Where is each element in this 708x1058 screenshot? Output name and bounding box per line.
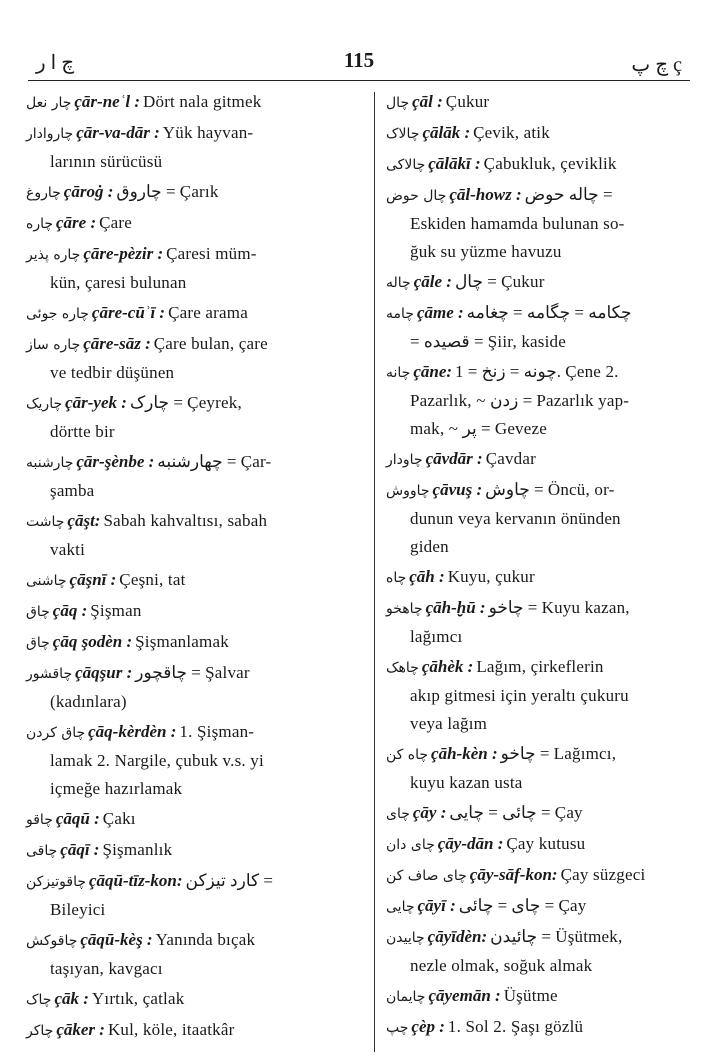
dictionary-entry — [26, 119, 370, 176]
transliteration: çāy : — [412, 803, 447, 822]
dictionary-entry — [26, 1016, 370, 1045]
transliteration: çār-şènbe : — [76, 452, 155, 471]
dictionary-entry — [26, 718, 370, 803]
entry-first-line — [386, 476, 688, 505]
transliteration: çāre-cūʾī : — [91, 303, 166, 322]
entry-first-line — [386, 563, 688, 592]
entry-first-line — [386, 268, 688, 297]
entry-first-line — [386, 88, 688, 117]
definition-text: Şişmanlamak — [135, 632, 229, 651]
definition-text: Çavdar — [485, 449, 536, 468]
definition-text: چارک = Çeyrek, — [129, 393, 242, 412]
dictionary-entry — [386, 181, 688, 266]
transliteration: çār-yek : — [65, 393, 127, 412]
definition-text: Çabukluk, çeviklik — [483, 154, 617, 173]
entry-first-line — [386, 799, 688, 828]
arabic-headword: چاقشور — [26, 666, 73, 682]
arabic-headword: چاشنی — [26, 573, 67, 589]
definition-continuation: Eskiden hamamda bulunan so- — [410, 214, 625, 233]
arabic-headword: چاق — [26, 604, 50, 620]
entry-first-line — [26, 718, 370, 747]
arabic-headword: چای — [386, 806, 410, 822]
entry-first-line — [26, 805, 370, 834]
transliteration: çāk : — [54, 989, 89, 1008]
definition-text: Yük hayvan- — [162, 123, 254, 142]
entry-first-line — [26, 178, 370, 207]
entry-first-line — [26, 119, 370, 148]
transliteration: çālāk : — [422, 123, 471, 142]
definition-text: چاروق = Çarık — [116, 182, 219, 201]
entry-first-line — [26, 628, 370, 657]
arabic-headword: چاه — [386, 570, 407, 586]
entry-first-line — [26, 88, 370, 117]
dictionary-entry — [386, 982, 688, 1011]
arabic-headword: چارشنبه — [26, 455, 74, 471]
definition-text: چائی = چایی = Çay — [449, 803, 583, 822]
entry-first-line — [386, 445, 688, 474]
arabic-headword: چاره پذیر — [26, 247, 81, 263]
definition-text: Çare bulan, çare — [153, 334, 268, 353]
arabic-headword: چالاکی — [386, 157, 426, 173]
transliteration: çāyemān : — [428, 986, 501, 1005]
transliteration: çāşnī : — [69, 570, 117, 589]
definition-text: چائیدن = Üşütmek, — [490, 927, 623, 946]
running-head-left: چ ا ر — [36, 52, 75, 74]
transliteration: çār-neʿl : — [74, 92, 141, 111]
transliteration: çāl-howz : — [449, 185, 522, 204]
transliteration: çār-va-dār : — [76, 123, 160, 142]
dictionary-entry — [26, 389, 370, 446]
transliteration: çāqū : — [55, 809, 100, 828]
entry-first-line — [386, 923, 688, 952]
transliteration: çāne: — [413, 362, 453, 381]
transliteration: çāre-pèzir : — [83, 244, 164, 263]
transliteration: çāq : — [52, 601, 88, 620]
dictionary-entry — [386, 299, 688, 356]
entry-first-line — [386, 150, 688, 179]
definition-text: Üşütme — [503, 986, 558, 1005]
dictionary-entry — [386, 268, 688, 297]
definition-text: چکامه = چگامه = چغامه — [466, 303, 632, 322]
entry-first-line — [386, 1013, 688, 1042]
definition-text: Çevik, atik — [473, 123, 550, 142]
left-column — [26, 88, 370, 1047]
dictionary-entry — [386, 445, 688, 474]
definition-text: 1. Şişman- — [179, 722, 255, 741]
arabic-headword: چار نعل — [26, 95, 72, 111]
arabic-headword: چاقوکش — [26, 933, 78, 949]
dictionary-entry — [386, 358, 688, 443]
definition-text: Şişman — [90, 601, 142, 620]
transliteration: çāşt: — [67, 511, 101, 530]
dictionary-entry — [386, 892, 688, 921]
page-header — [28, 48, 690, 78]
arabic-headword: چاقوتیزکن — [26, 874, 87, 890]
arabic-headword: چامه — [386, 306, 414, 322]
definition-text: Kuyu, çukur — [447, 567, 535, 586]
entry-first-line — [26, 1016, 370, 1045]
definition-continuation: lamak 2. Nargile, çubuk v.s. yi — [50, 751, 264, 770]
entry-first-line — [386, 653, 688, 682]
entry-first-line — [26, 566, 370, 595]
entry-first-line — [386, 299, 688, 328]
arabic-headword: چال — [386, 95, 410, 111]
transliteration: çāq-kèrdèn : — [88, 722, 177, 741]
transliteration: çèp : — [411, 1017, 445, 1036]
transliteration: çāre-sāz : — [83, 334, 151, 353]
definition-text: Çare arama — [168, 303, 248, 322]
definition-text: Yırtık, çatlak — [91, 989, 185, 1008]
definition-text: Çaresi müm- — [166, 244, 257, 263]
arabic-headword: چاهک — [386, 660, 419, 676]
definition-continuation: taşıyan, kavgacı — [50, 959, 163, 978]
dictionary-entry — [26, 628, 370, 657]
transliteration: çāqşur : — [75, 663, 133, 682]
arabic-headword: چال حوض — [386, 188, 447, 204]
transliteration: çāy-sāf-kon: — [469, 865, 558, 884]
arabic-headword: چاقی — [26, 843, 58, 859]
transliteration: çāhèk : — [421, 657, 474, 676]
definition-text: چاله حوض = — [524, 185, 613, 204]
running-head-right: چ پ ç — [631, 54, 682, 76]
definition-continuation: Bileyici — [50, 900, 106, 919]
definition-text: چهارشنبه = Çar- — [157, 452, 272, 471]
dictionary-entry — [26, 659, 370, 716]
dictionary-entry — [386, 923, 688, 980]
entry-first-line — [386, 982, 688, 1011]
definition-continuation: vakti — [50, 540, 85, 559]
dictionary-entry — [26, 330, 370, 387]
definition-continuation: larının sürücüsü — [50, 152, 163, 171]
definition-text: چال = Çukur — [454, 272, 545, 291]
definition-continuation: kuyu kazan usta — [410, 773, 523, 792]
dictionary-entry — [386, 799, 688, 828]
dictionary-entry — [26, 836, 370, 865]
arabic-headword: چاله — [386, 275, 411, 291]
entry-first-line — [386, 181, 688, 210]
arabic-headword: چاره ساز — [26, 337, 81, 353]
dictionary-entry — [26, 985, 370, 1014]
transliteration: çāqī : — [60, 840, 100, 859]
transliteration: çāqū-kèş : — [80, 930, 153, 949]
arabic-headword: چای صاف کن — [386, 868, 467, 884]
entry-first-line — [26, 659, 370, 688]
arabic-headword: چالاک — [386, 126, 420, 142]
definition-text: Sabah kahvaltısı, sabah — [103, 511, 268, 530]
dictionary-entry — [386, 563, 688, 592]
transliteration: çāvuş : — [432, 480, 483, 499]
definition-continuation: = قصیده = Şiir, kaside — [410, 332, 566, 351]
transliteration: çāyīdèn: — [427, 927, 488, 946]
transliteration: çāqū-tīz-kon: — [89, 871, 183, 890]
definition-text: چاخو = Lağımcı, — [500, 744, 617, 763]
entry-first-line — [26, 867, 370, 896]
entry-first-line — [26, 926, 370, 955]
definition-text: Çay süzgeci — [560, 865, 646, 884]
definition-continuation: ve tedbir düşünen — [50, 363, 175, 382]
dictionary-entry — [26, 178, 370, 207]
definition-continuation: kün, çaresi bulunan — [50, 273, 187, 292]
definition-text: کارد تیزکن = — [185, 871, 273, 890]
definition-text: Çakı — [102, 809, 136, 828]
arabic-headword: چاره جوئی — [26, 306, 89, 322]
dictionary-entry — [386, 476, 688, 561]
definition-text: Şişmanlık — [102, 840, 173, 859]
header-rule — [28, 80, 690, 81]
arabic-headword: چاروغ — [26, 185, 61, 201]
entry-first-line — [26, 448, 370, 477]
transliteration: çāh-ḫū : — [425, 598, 486, 617]
arabic-headword: چاروادار — [26, 126, 74, 142]
definition-continuation: ğuk su yüzme havuzu — [410, 242, 562, 261]
dictionary-entry — [386, 119, 688, 148]
transliteration: çāvdār : — [425, 449, 483, 468]
arabic-headword: چای دان — [386, 837, 435, 853]
transliteration: çāre : — [56, 213, 97, 232]
dictionary-entry — [26, 448, 370, 505]
dictionary-entry — [26, 507, 370, 564]
dictionary-entry — [386, 740, 688, 797]
dictionary-entry — [26, 597, 370, 626]
definition-continuation: akıp gitmesi için yeraltı çukuru — [410, 686, 629, 705]
dictionary-entry — [26, 88, 370, 117]
entry-first-line — [386, 119, 688, 148]
definition-text: 1. Sol 2. Şaşı gözlü — [447, 1017, 584, 1036]
arabic-headword: چاییدن — [386, 930, 425, 946]
definition-continuation: nezle olmak, soğuk almak — [410, 956, 593, 975]
entry-first-line — [26, 507, 370, 536]
arabic-headword: چاودار — [386, 452, 423, 468]
arabic-headword: چانه — [386, 365, 411, 381]
arabic-headword: چاووش — [386, 483, 430, 499]
definition-text: Dört nala gitmek — [143, 92, 262, 111]
dictionary-entry — [26, 805, 370, 834]
arabic-headword: چاق — [26, 635, 50, 651]
definition-continuation: içmeğe hazırlamak — [50, 779, 183, 798]
dictionary-entry — [386, 594, 688, 651]
definition-text: Çay kutusu — [506, 834, 586, 853]
entry-first-line — [26, 836, 370, 865]
dictionary-entry — [386, 861, 688, 890]
entry-first-line — [26, 299, 370, 328]
transliteration: çāyī : — [417, 896, 456, 915]
transliteration: çāh : — [409, 567, 445, 586]
dictionary-entry — [26, 209, 370, 238]
definition-continuation: lağımcı — [410, 627, 463, 646]
definition-text: Çukur — [445, 92, 490, 111]
arabic-headword: چاهخو — [386, 601, 423, 617]
entry-first-line — [386, 740, 688, 769]
entry-first-line — [386, 861, 688, 890]
transliteration: çāroġ : — [63, 182, 114, 201]
column-divider — [374, 92, 375, 1052]
dictionary-entry — [26, 926, 370, 983]
definition-continuation: veya lağım — [410, 714, 488, 733]
definition-continuation: dunun veya kervanın önünden — [410, 509, 621, 528]
dictionary-entry — [386, 653, 688, 738]
definition-text: Yanında bıçak — [155, 930, 256, 949]
definition-continuation: dörtte bir — [50, 422, 115, 441]
entry-first-line — [26, 240, 370, 269]
transliteration: çāl : — [412, 92, 443, 111]
transliteration: çāme : — [416, 303, 464, 322]
definition-continuation: Pazarlık, ~ زدن = Pazarlık yap- — [410, 391, 630, 410]
arabic-headword: چاره — [26, 216, 54, 232]
arabic-headword: چاق کردن — [26, 725, 86, 741]
definition-text: Çare — [99, 213, 133, 232]
dictionary-entry — [386, 1013, 688, 1042]
page-number: 115 — [343, 48, 375, 72]
definition-text: چاوش = Öncü, or- — [485, 480, 615, 499]
dictionary-entry — [26, 867, 370, 924]
arabic-headword: چاریک — [26, 396, 63, 412]
arabic-headword: چاقو — [26, 812, 53, 828]
definition-continuation: (kadınlara) — [50, 692, 127, 711]
entry-first-line — [386, 830, 688, 859]
entry-first-line — [26, 330, 370, 359]
arabic-headword: چاکر — [26, 1023, 54, 1039]
entry-first-line — [26, 985, 370, 1014]
entry-first-line — [386, 892, 688, 921]
dictionary-entry — [386, 88, 688, 117]
definition-text: Çeşni, tat — [119, 570, 186, 589]
right-column — [386, 88, 688, 1044]
definition-continuation: giden — [410, 537, 449, 556]
dictionary-entry — [26, 566, 370, 595]
transliteration: çālākī : — [428, 154, 481, 173]
entry-first-line — [386, 594, 688, 623]
entry-first-line — [26, 597, 370, 626]
definition-text: Kul, köle, itaatkâr — [107, 1020, 235, 1039]
transliteration: çāker : — [56, 1020, 105, 1039]
dictionary-entry — [26, 299, 370, 328]
arabic-headword: چاه کن — [386, 747, 429, 763]
transliteration: çāh-kèn : — [431, 744, 498, 763]
transliteration: çāy-dān : — [437, 834, 504, 853]
arabic-headword: چایمان — [386, 989, 426, 1005]
definition-text: چاقچور = Şalvar — [135, 663, 250, 682]
arabic-headword: چایی — [386, 899, 415, 915]
arabic-headword: چاشت — [26, 514, 65, 530]
dictionary-entry — [386, 150, 688, 179]
definition-continuation: şamba — [50, 481, 95, 500]
entry-first-line — [26, 209, 370, 238]
transliteration: çāq şodèn : — [52, 632, 133, 651]
dictionary-entry — [386, 830, 688, 859]
entry-first-line — [26, 389, 370, 418]
transliteration: çāle : — [413, 272, 452, 291]
definition-text: Lağım, çirkeflerin — [476, 657, 604, 676]
definition-text: چاخو = Kuyu kazan, — [488, 598, 630, 617]
dictionary-entry — [26, 240, 370, 297]
definition-continuation: mak, ~ پر = Geveze — [410, 419, 547, 438]
arabic-headword: چاک — [26, 992, 52, 1008]
arabic-headword: چپ — [386, 1020, 409, 1036]
definition-text: چونه = زنخ = 1. Çene 2. — [455, 362, 619, 381]
definition-text: چای = چائی = Çay — [458, 896, 587, 915]
entry-first-line — [386, 358, 688, 387]
